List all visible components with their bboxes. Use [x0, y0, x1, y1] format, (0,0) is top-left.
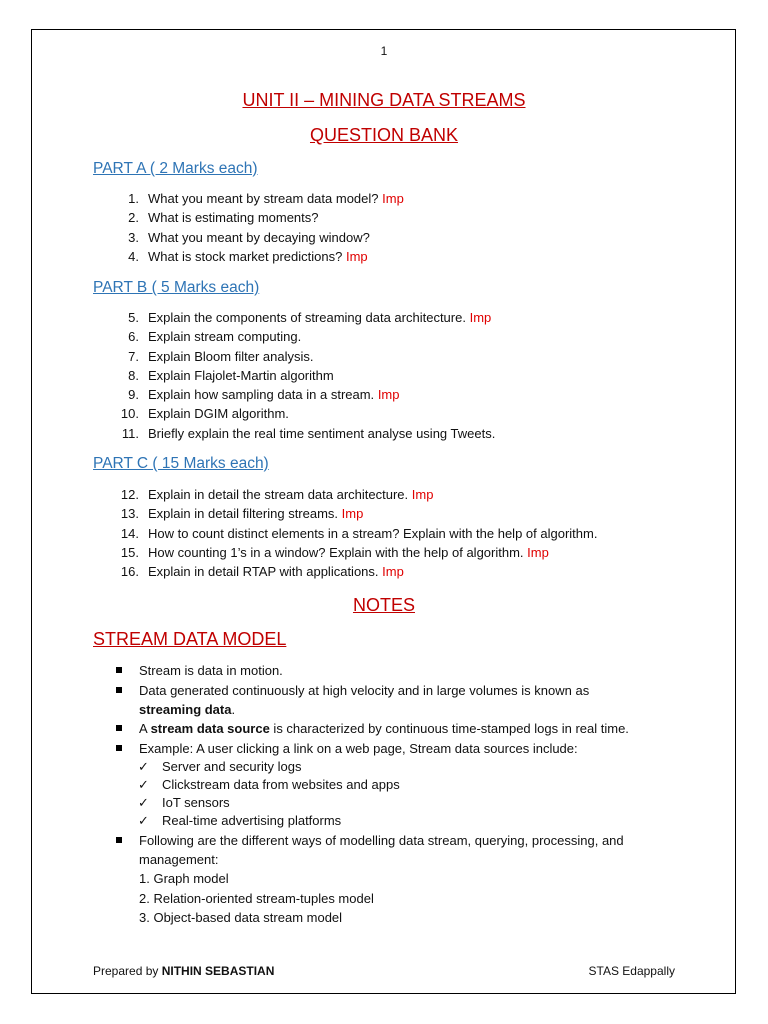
question-text: Explain stream computing.: [148, 329, 302, 345]
document-title: UNIT II – MINING DATA STREAMS: [242, 90, 526, 110]
footer-prepared-by: [93, 964, 274, 978]
question-item: [93, 562, 597, 581]
question-number: 11.: [121, 425, 139, 441]
check-item: [116, 812, 693, 830]
model-item: 2. Relation-oriented stream-tuples model: [139, 890, 374, 906]
question-text: What you meant by decaying window?: [148, 229, 370, 245]
part-b-heading: PART B ( 5 Marks each): [93, 279, 260, 296]
note-bullet: [93, 681, 693, 719]
question-text: Explain in detail filtering streams.: [148, 506, 339, 522]
question-item: [93, 327, 495, 346]
imp-tag: Imp: [411, 487, 434, 502]
note-bullet: [93, 661, 693, 680]
question-item: [93, 347, 495, 366]
footer-institution: STAS Edappally: [588, 964, 675, 978]
prepared-by-label: Prepared by: [93, 964, 162, 978]
check-text: Server and security logs: [162, 759, 302, 774]
square-bullet-icon: [116, 745, 122, 751]
question-item: [93, 308, 495, 327]
question-number: 14.: [120, 525, 139, 541]
check-text: IoT sensors: [162, 795, 230, 810]
part-a-heading: PART A ( 2 Marks each): [93, 160, 258, 177]
question-item: [93, 404, 495, 423]
question-text: Explain DGIM algorithm.: [148, 406, 289, 422]
imp-tag: Imp: [382, 191, 404, 206]
question-text: Explain how sampling data in a stream.: [148, 387, 375, 403]
checkmark-icon: ✓: [138, 777, 149, 792]
checkmark-icon: ✓: [138, 795, 149, 810]
note-text: Example: A user clicking a link on a web page, Stream data sources include:: [139, 741, 578, 756]
question-item: [93, 247, 404, 266]
question-number: 10.: [120, 406, 139, 422]
note-text-end: .: [231, 702, 236, 717]
question-number: 7.: [128, 348, 139, 364]
question-text: Explain in detail the stream data architecture.: [148, 487, 409, 502]
question-number: 8.: [128, 367, 139, 383]
part-c-heading: PART C ( 15 Marks each): [93, 455, 269, 472]
notes-list: [93, 661, 693, 928]
question-item: [93, 543, 597, 562]
author-name: NITHIN SEBASTIAN: [161, 964, 275, 978]
question-text: How counting 1’s in a window? Explain with the help of algorithm.: [148, 544, 524, 560]
note-text: Following are the different ways of modelling data stream, querying, processing, and management:: [139, 833, 624, 867]
imp-tag: Imp: [382, 564, 404, 580]
imp-tag: Imp: [341, 506, 364, 522]
note-text-end: is characterized by continuous time-stamped logs in real time.: [269, 721, 629, 736]
question-item: [93, 385, 495, 404]
check-item: [116, 776, 693, 794]
question-number: 16.: [120, 564, 139, 580]
question-number: 2.: [128, 210, 139, 226]
question-text: What you meant by stream data model?: [148, 191, 379, 206]
note-bold-term: stream data source: [150, 721, 270, 736]
question-item: [93, 524, 597, 543]
question-text: Explain in detail RTAP with applications.: [148, 564, 379, 580]
part-b-list: [93, 308, 495, 443]
model-item: 3. Object-based data stream model: [139, 910, 343, 925]
question-number: 13.: [120, 506, 139, 522]
check-text: Real-time advertising platforms: [162, 813, 342, 828]
note-text: A: [139, 721, 151, 736]
part-c-list: [93, 485, 597, 581]
part-a-list: [93, 189, 404, 266]
question-number: 9.: [128, 387, 139, 403]
checkmark-icon: ✓: [138, 759, 149, 774]
question-item: [93, 485, 597, 504]
check-item: [116, 758, 693, 776]
question-item: [93, 504, 597, 523]
model-item: 1. Graph model: [139, 871, 229, 886]
checkmark-icon: ✓: [138, 813, 149, 828]
note-bullet: [93, 831, 693, 928]
square-bullet-icon: [116, 687, 122, 693]
question-number: 1.: [128, 191, 139, 206]
question-item: [93, 366, 495, 385]
notes-heading: NOTES: [352, 595, 415, 615]
source-checklist: [116, 758, 693, 830]
question-item: [93, 189, 404, 208]
check-item: [116, 794, 693, 812]
note-bullet: [93, 719, 693, 738]
question-text: Explain Flajolet-Martin algorithm: [148, 367, 334, 383]
document-subtitle: QUESTION BANK: [309, 125, 459, 145]
note-text: Data generated continuously at high velocity and in large volumes is known as: [139, 683, 590, 698]
question-number: 4.: [128, 248, 139, 264]
question-text: What is stock market predictions?: [148, 248, 343, 264]
stream-data-model-heading: STREAM DATA MODEL: [93, 629, 287, 649]
imp-tag: Imp: [469, 310, 492, 325]
question-number: 15.: [120, 544, 139, 560]
question-item: [93, 228, 404, 247]
question-text: Briefly explain the real time sentiment analyse using Tweets.: [148, 425, 496, 441]
square-bullet-icon: [116, 837, 122, 843]
question-number: 6.: [128, 329, 139, 345]
square-bullet-icon: [116, 667, 122, 673]
imp-tag: Imp: [527, 544, 549, 560]
question-item: [93, 208, 404, 227]
note-text: Stream is data in motion.: [139, 663, 283, 678]
page-number: 1: [380, 44, 388, 58]
note-bold-term: streaming data: [139, 702, 232, 717]
question-text: Explain the components of streaming data architecture.: [148, 310, 466, 325]
square-bullet-icon: [116, 725, 122, 731]
imp-tag: Imp: [377, 387, 400, 403]
note-bullet: [93, 739, 693, 830]
question-item: [93, 424, 495, 443]
imp-tag: Imp: [345, 248, 368, 264]
question-number: 3.: [128, 229, 139, 245]
question-text: What is estimating moments?: [148, 210, 319, 226]
question-number: 12.: [120, 487, 139, 502]
question-text: How to count distinct elements in a stream? Explain with the help of algorithm.: [148, 525, 598, 541]
question-text: Explain Bloom filter analysis.: [148, 348, 314, 364]
check-text: Clickstream data from websites and apps: [162, 777, 400, 792]
question-number: 5.: [128, 310, 139, 325]
